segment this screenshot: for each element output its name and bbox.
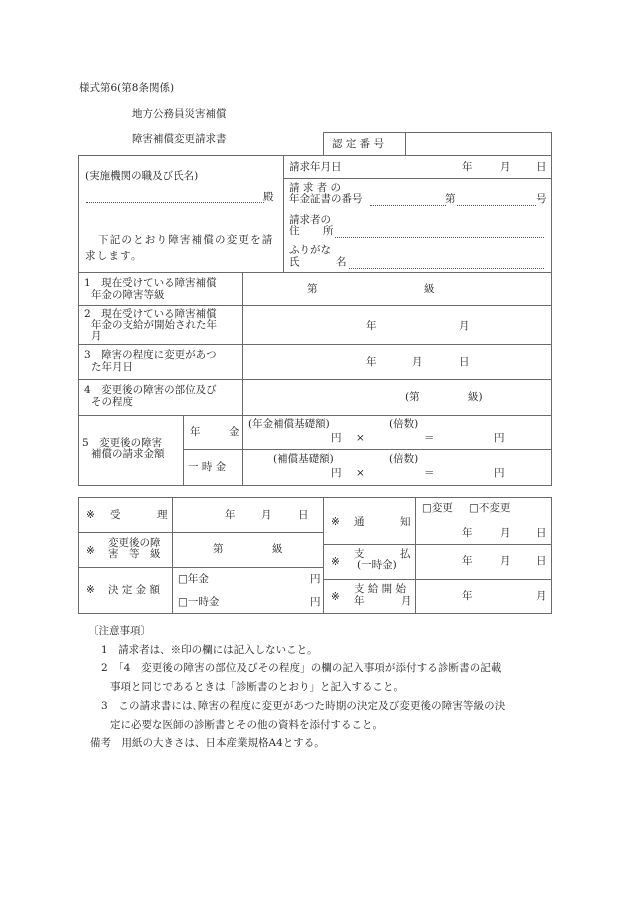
request-date-field[interactable] (380, 159, 450, 175)
row2-label-1: 2 現在受けている障害補償 (84, 308, 217, 320)
row1-label-1: 1 現在受けている障害補償 (84, 277, 217, 289)
row1-kyu: 級 (424, 283, 435, 295)
request-date-month: 月 (500, 161, 511, 173)
row4-label-1: 4 変更後の障害の部位及び (84, 384, 217, 396)
row1-grade-field[interactable] (245, 275, 549, 303)
amount-lump-yen: 円 (310, 596, 321, 608)
start-label-1: 支 給 開 始 (354, 583, 407, 595)
row5-pension-yen-1: 円 (331, 432, 342, 444)
row3-label-2: た年月日 (91, 361, 133, 373)
row2-date-field[interactable] (245, 308, 549, 342)
row5-pension-b: 金 (229, 426, 240, 438)
row5-lump-yen-2: 円 (494, 467, 505, 479)
notice-month: 月 (500, 527, 511, 539)
row4-label-2: その程度 (91, 396, 133, 408)
institution-field[interactable] (86, 202, 264, 203)
payment-month: 月 (500, 555, 511, 567)
notice-year: 年 (462, 527, 473, 539)
row4-condition-field[interactable] (245, 382, 549, 413)
honorific: 殿 (263, 191, 274, 203)
row2-year: 年 (366, 320, 377, 332)
payment-label-a: 支 (354, 548, 365, 560)
pension-cert-label-1: 請 求 者 の (289, 182, 342, 194)
name-label-2a: 氏 (289, 256, 300, 268)
row5-lump-equals: ＝ (424, 467, 435, 479)
name-label-2b: 名 (336, 256, 347, 268)
row3-label-1: 3 障害の程度に変更があつ (84, 349, 217, 361)
row5-lump-times: × (356, 467, 365, 479)
amount-pension-checkbox[interactable]: □年金 (178, 573, 209, 585)
name-label-1: ふりがな (289, 244, 331, 256)
address-label-2b: 所 (323, 225, 334, 237)
pension-cert-field-b[interactable] (457, 205, 536, 206)
request-date-label: 請求年月日 (289, 161, 342, 173)
institution-label: (実施機関の職及び氏名) (85, 170, 199, 182)
row5-pension-yen-2: 円 (494, 432, 505, 444)
remark: 備考 用紙の大きさは、日本産業規格A4とする。 (90, 737, 325, 749)
notice-label-b: 知 (400, 516, 411, 528)
cert-number-field[interactable] (408, 134, 549, 154)
row2-month: 月 (459, 320, 470, 332)
receipt-day: 日 (298, 509, 309, 521)
receipt-year: 年 (225, 509, 236, 521)
pension-cert-dai: 第 (445, 193, 456, 205)
note-2a: 2 「4 変更後の障害の部位及びその程度」の欄の記入事項が添付する診断書の記載 (101, 662, 502, 674)
address-field[interactable] (335, 237, 544, 238)
note-3b: 定に必要な医師の診断書とその他の資料を添付すること。 (110, 719, 383, 731)
pension-cert-go: 号 (536, 193, 547, 205)
payment-label-b: 払 (400, 548, 411, 560)
notice-nochange-checkbox[interactable]: □不変更 (469, 502, 511, 514)
address-label-1: 請求者の (289, 214, 331, 226)
row5-pension-a: 年 (190, 426, 201, 438)
receipt-mark: ※ (86, 509, 95, 521)
grade-dai: 第 (213, 543, 224, 555)
grade-label-1: 変更後の障 (108, 537, 161, 549)
payment-label-c: (一時金) (357, 559, 397, 571)
form-number: 様式第6(第8条関係) (79, 82, 175, 94)
payment-year: 年 (462, 555, 473, 567)
start-year: 年 (462, 590, 473, 602)
start-label-2a: 年 (354, 595, 365, 607)
name-field[interactable] (349, 268, 544, 269)
amount-lump-checkbox[interactable]: □一時金 (178, 596, 220, 608)
address-label-2a: 住 (289, 225, 300, 237)
form-title-line2: 障害補償変更請求書 (132, 133, 227, 145)
pension-cert-field-a[interactable] (370, 205, 446, 206)
row5-lump-amount-field[interactable] (245, 452, 549, 483)
request-date-day: 日 (536, 161, 547, 173)
start-label-2b: 月 (401, 595, 412, 607)
payment-mark: ※ (331, 556, 340, 568)
row3-day: 日 (459, 356, 470, 368)
row3-year: 年 (366, 356, 377, 368)
start-mark: ※ (331, 591, 340, 603)
row5-pension-amount-field[interactable] (245, 418, 549, 447)
row4-grade-close: 級) (468, 391, 483, 403)
note-2b: 事項と同じであるときは「診断書のとおり」と記入すること。 (110, 681, 404, 693)
receipt-label-b: 理 (157, 509, 168, 521)
row3-date-field[interactable] (245, 347, 549, 377)
receipt-label-a: 受 (110, 509, 121, 521)
row5-lump-multiplier-label: (倍数) (389, 453, 419, 465)
note-1: 1 請求者は、※印の欄には記入しないこと。 (101, 644, 318, 656)
notice-change-checkbox[interactable]: □変更 (422, 502, 453, 514)
grade-mark: ※ (86, 545, 95, 557)
pension-cert-label-2: 年金証書の番号 (289, 193, 363, 205)
request-text-line2: 求します。 (85, 250, 143, 262)
request-date-year: 年 (462, 161, 473, 173)
row5-label-2: 補償の請求金額 (91, 448, 165, 460)
notice-label-a: 通 (354, 516, 365, 528)
row2-label-3: 月 (91, 330, 102, 342)
cert-number-label: 認 定 番 号 (332, 138, 385, 150)
row3-month: 月 (412, 356, 423, 368)
receipt-month: 月 (261, 509, 272, 521)
amount-mark: ※ (86, 584, 95, 596)
amount-pension-yen: 円 (310, 573, 321, 585)
row5-lump-base-label: (補償基礎額) (273, 453, 334, 465)
start-month: 月 (536, 590, 547, 602)
row5-label-1: 5 変更後の障害 (82, 437, 163, 449)
grade-label-2: 害 等 級 (108, 548, 161, 560)
payment-day: 日 (536, 555, 547, 567)
amount-label: 決 定 金 額 (108, 584, 161, 596)
row1-label-2: 年金の障害等級 (91, 289, 165, 301)
request-text-line1: 下記のとおり障害補償の変更を請 (98, 234, 274, 246)
grade-kyu: 級 (272, 543, 283, 555)
row5-lump-yen-1: 円 (331, 467, 342, 479)
row5-pension-equals: ＝ (424, 432, 435, 444)
row2-label-2: 年金の支給が開始された年 (91, 319, 217, 331)
row4-grade-open: (第 (405, 391, 420, 403)
row5-pension-times: × (356, 432, 365, 444)
row5-lump-label: 一 時 金 (188, 461, 227, 473)
form-title-line1: 地方公務員災害補償 (132, 108, 227, 120)
row5-pension-multiplier-label: (倍数) (389, 418, 419, 430)
note-3a: 3 この請求書には､障害の程度に変更があつた時期の決定及び変更後の障害等級の決 (101, 700, 506, 712)
row5-pension-base-label: (年金補償基礎額) (248, 418, 330, 430)
notice-day: 日 (536, 527, 547, 539)
notes-heading: 〔注意事項〕 (88, 625, 151, 637)
row1-dai: 第 (307, 283, 318, 295)
notice-mark: ※ (331, 516, 340, 528)
